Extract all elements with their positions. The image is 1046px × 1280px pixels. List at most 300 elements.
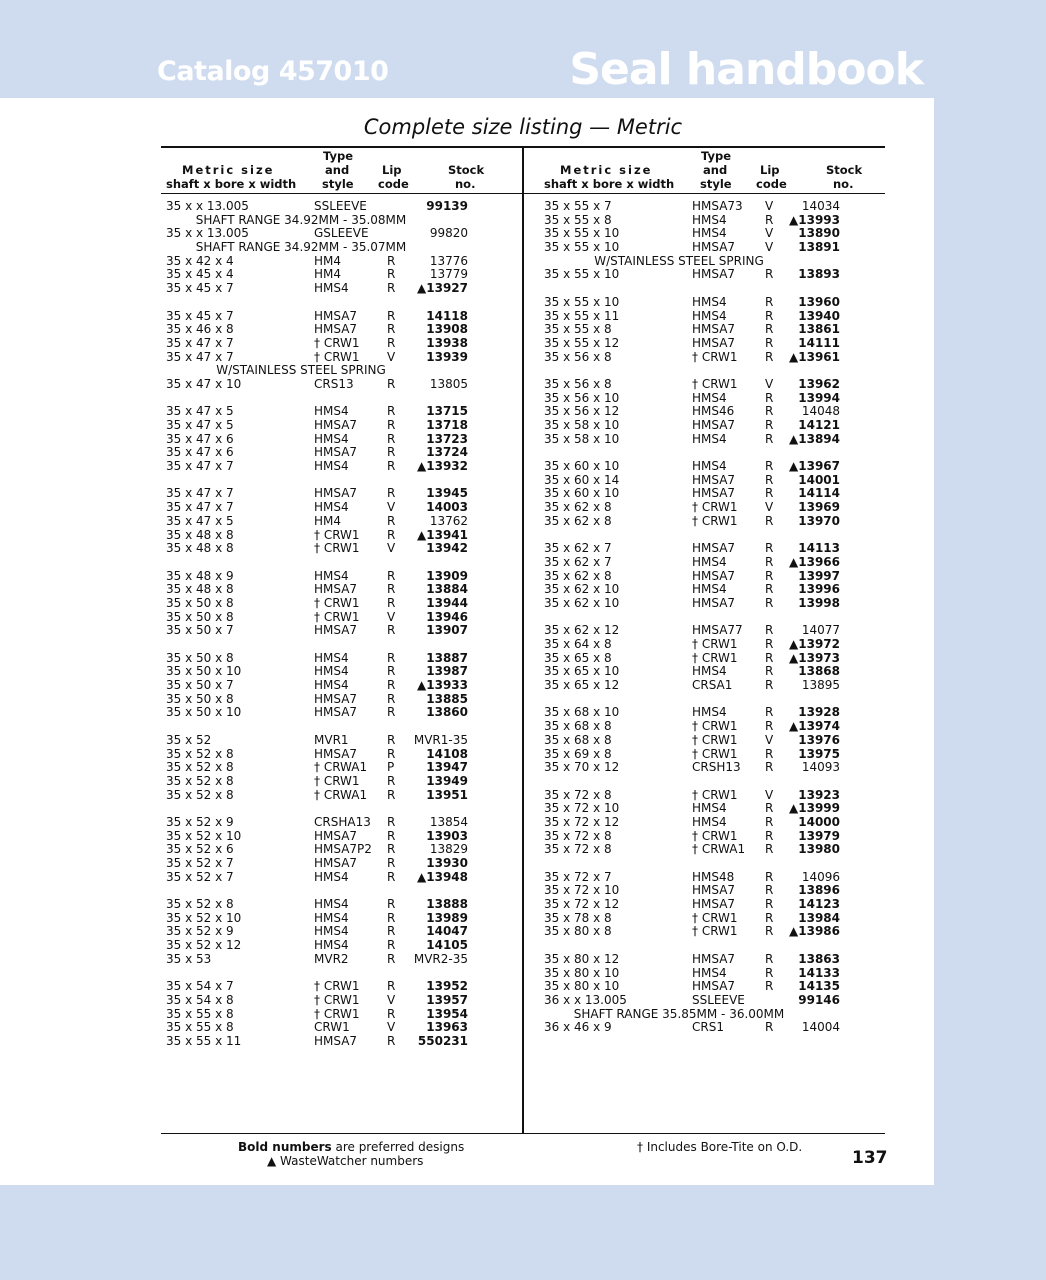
size-cell: 35 x 62 x 12	[544, 623, 620, 638]
stock-cell: 13976	[798, 732, 840, 747]
size-cell: 35 x 72 x 8	[544, 828, 612, 843]
note-text: SHAFT RANGE 35.85MM - 36.00MM	[573, 1006, 785, 1021]
table-row	[166, 939, 516, 953]
lip-cell: R	[765, 828, 774, 843]
table-row	[166, 200, 516, 214]
stock-cell: 13885	[426, 691, 468, 706]
row-spacer	[166, 638, 516, 652]
table-row	[544, 802, 884, 816]
row-spacer	[166, 392, 516, 406]
table-row	[166, 501, 516, 515]
stock-cell: ▲13972	[789, 637, 840, 651]
lip-cell: R	[387, 267, 396, 282]
lip-cell: R	[387, 431, 396, 446]
type-cell: GSLEEVE	[314, 226, 369, 241]
size-cell: 35 x 62 x 7	[544, 554, 612, 569]
stock-cell: ▲13999	[789, 801, 840, 816]
type-cell: HMS48	[692, 869, 735, 884]
type-cell: HMSA7	[692, 335, 736, 350]
size-cell: 35 x 54 x 8	[166, 992, 234, 1007]
type-cell: HMSA7	[314, 746, 358, 761]
type-cell: HMS4	[692, 431, 727, 446]
table-row	[166, 529, 516, 543]
type-cell: HMSA7	[314, 705, 358, 720]
row-spacer	[166, 556, 516, 570]
type-cell: HMS4	[314, 568, 349, 583]
table-row	[544, 884, 884, 898]
stock-header: Stock	[448, 163, 485, 177]
size-cell: 35 x 48 x 9	[166, 568, 234, 583]
stock-cell: 13940	[798, 308, 840, 323]
table-row	[166, 912, 516, 926]
lip-cell: V	[387, 1020, 396, 1035]
table-row	[166, 323, 516, 337]
type-cell: HMSA7	[692, 418, 736, 432]
and-header: and	[325, 163, 350, 177]
table-row	[544, 734, 884, 748]
size-cell: 35 x 45 x 7	[166, 281, 234, 296]
stock-cell: ▲13927	[417, 281, 468, 296]
table-row	[544, 570, 884, 584]
size-cell: 35 x 47 x 5	[166, 418, 234, 432]
size-cell: 35 x 47 x 10	[166, 376, 242, 391]
size-cell: 35 x 55 x 8	[544, 212, 612, 227]
stock-cell: 13970	[798, 513, 840, 528]
stock-cell: ▲13967	[789, 459, 840, 474]
stock-cell: 99820	[429, 226, 468, 241]
lip-cell: R	[387, 732, 396, 747]
type-cell: † CRW1	[692, 787, 738, 802]
table-row	[544, 310, 884, 324]
lip-cell: R	[765, 322, 774, 337]
type-cell: † CRW1	[692, 746, 738, 761]
lip-cell: R	[387, 678, 396, 693]
page-number: 137	[852, 1148, 888, 1168]
stock-cell: 13987	[426, 664, 468, 679]
table-row	[166, 268, 516, 282]
stock-cell: 14047	[426, 924, 468, 939]
size-cell: 35 x 52	[166, 732, 212, 747]
size-cell: 35 x 64 x 8	[544, 637, 612, 651]
lip-cell: R	[765, 965, 774, 980]
stock-cell: 13854	[429, 814, 468, 829]
type-cell: † CRWA1	[314, 760, 368, 775]
stock-cell: 14003	[426, 500, 468, 515]
lip-cell: R	[387, 322, 396, 337]
lip-cell: R	[387, 623, 396, 638]
type-cell: † CRW1	[692, 650, 738, 665]
type-cell: HMS4	[314, 924, 349, 939]
table-row	[166, 310, 516, 324]
lip-cell: R	[765, 582, 774, 597]
stock-cell: 14121	[798, 418, 840, 432]
stock-cell: 14123	[798, 897, 840, 912]
size-cell: 35 x 56 x 12	[544, 404, 620, 419]
type-cell: HMS4	[314, 404, 349, 419]
lip-cell: R	[765, 705, 774, 720]
size-cell: 35 x x 13.005	[166, 226, 249, 241]
size-cell: 35 x 55 x 11	[166, 1033, 242, 1048]
size-cell: 35 x 60 x 14	[544, 472, 620, 487]
lip-cell: R	[387, 253, 396, 268]
row-spacer	[544, 775, 884, 789]
size-cell: 35 x 47 x 5	[166, 513, 234, 528]
lip-cell: R	[387, 568, 396, 583]
type-cell: HM4	[314, 267, 342, 282]
size-cell: 35 x 55 x 10	[544, 226, 620, 241]
size-cell: 36 x x 13.005	[544, 992, 627, 1007]
size-cell: 35 x 62 x 10	[544, 582, 620, 597]
stock-cell: 13938	[426, 335, 468, 350]
type-cell: HMSA7P2	[314, 842, 372, 857]
stock-cell: 13963	[426, 1020, 468, 1035]
type-cell: HMSA7	[692, 322, 736, 337]
lip-cell: V	[387, 541, 396, 556]
type-cell: SSLEEVE	[314, 199, 367, 213]
table-row	[166, 419, 516, 433]
type-cell: HMS4	[314, 897, 349, 912]
type-cell: HMSA7	[314, 418, 358, 432]
type-cell: † CRW1	[692, 910, 738, 925]
type-cell: CRS13	[314, 376, 354, 391]
table-row	[544, 967, 884, 981]
size-cell: 35 x 52 x 10	[166, 828, 242, 843]
table-row	[544, 679, 884, 693]
lip-cell: R	[387, 582, 396, 597]
lip-cell: R	[765, 746, 774, 761]
lip-cell: R	[387, 856, 396, 870]
type-cell: HMSA7	[314, 486, 358, 501]
lip-cell: R	[765, 814, 774, 829]
type-cell: CRS1	[692, 1020, 724, 1035]
size-cell: 35 x 56 x 10	[544, 390, 620, 405]
type-cell: HMS4	[314, 678, 349, 693]
lip-cell: R	[387, 445, 396, 460]
table-row	[166, 378, 516, 392]
stock-cell: ▲13932	[417, 459, 468, 474]
row-spacer	[544, 446, 884, 460]
metric-size-header: Metric size	[560, 163, 653, 177]
table-row	[166, 405, 516, 419]
lip-cell: R	[387, 705, 396, 720]
type-cell: HMS4	[692, 801, 727, 816]
stock-cell: 13994	[798, 390, 840, 405]
size-cell: 35 x 52 x 7	[166, 869, 234, 884]
table-row	[166, 542, 516, 556]
type-cell: HMSA7	[692, 883, 736, 898]
size-cell: 35 x 47 x 7	[166, 349, 234, 364]
type-cell: HMSA7	[314, 322, 358, 337]
type-cell: HMS4	[314, 869, 349, 884]
stock-cell: 13979	[798, 828, 840, 843]
lip-cell: R	[765, 924, 774, 939]
table-row	[544, 392, 884, 406]
stock-cell: 14135	[798, 979, 840, 994]
type-cell: HMSA77	[692, 623, 743, 638]
wastewatcher-note: ▲ WasteWatcher numbers	[267, 1154, 424, 1168]
size-cell: 35 x 50 x 7	[166, 678, 234, 693]
lip-cell: V	[387, 349, 396, 364]
stock-cell: 13952	[426, 979, 468, 994]
lip-cell: R	[387, 869, 396, 884]
table-row	[166, 282, 516, 296]
size-cell: 35 x 72 x 7	[544, 869, 612, 884]
table-row	[544, 706, 884, 720]
stock-header: Stock	[826, 163, 863, 177]
lip-cell: R	[387, 650, 396, 665]
table-row	[166, 255, 516, 269]
size-cell: 35 x 46 x 8	[166, 322, 234, 337]
row-spacer	[166, 720, 516, 734]
stock-cell: 13762	[429, 513, 468, 528]
type-cell: HM4	[314, 253, 342, 268]
size-cell: 35 x 47 x 5	[166, 404, 234, 419]
lip-cell: R	[387, 1006, 396, 1021]
type-cell: † CRW1	[692, 376, 738, 391]
table-row	[544, 200, 884, 214]
type-cell: HMS4	[692, 294, 727, 309]
stock-cell: 14077	[801, 623, 840, 638]
type-cell: † CRW1	[692, 349, 738, 364]
type-cell: HMSA7	[692, 951, 736, 966]
lip-cell: R	[387, 281, 396, 296]
lip-cell: R	[765, 1020, 774, 1035]
row-spacer	[544, 282, 884, 296]
type-cell: CRSH13	[692, 760, 741, 775]
table-row	[544, 816, 884, 830]
stock-cell: 13949	[426, 773, 468, 788]
lip-cell: R	[765, 349, 774, 364]
size-cell: 35 x 55 x 12	[544, 335, 620, 350]
stock-cell: 13989	[426, 910, 468, 925]
metric-size-header: Metric size	[182, 163, 275, 177]
size-cell: 35 x 47 x 7	[166, 500, 234, 515]
note-text: SHAFT RANGE 34.92MM - 35.07MM	[195, 240, 407, 255]
bottom-rule	[161, 1133, 885, 1134]
size-cell: 35 x 52 x 8	[166, 897, 234, 912]
table-row	[166, 1008, 516, 1022]
type-cell: HMS4	[314, 500, 349, 515]
stock-cell: 14133	[798, 965, 840, 980]
type-cell: † CRW1	[314, 773, 360, 788]
lip-cell: P	[387, 760, 395, 775]
size-cell: 35 x 80 x 8	[544, 924, 612, 939]
type-cell: HMS4	[314, 459, 349, 474]
lip-cell: R	[387, 335, 396, 350]
stock-cell: 14108	[426, 746, 468, 761]
size-cell: 35 x 55 x 8	[166, 1006, 234, 1021]
table-row	[166, 433, 516, 447]
style-header: style	[700, 177, 732, 191]
lip-cell: R	[765, 308, 774, 323]
stock-cell: 13895	[801, 678, 840, 693]
lip-cell: R	[387, 773, 396, 788]
size-cell: 35 x 56 x 8	[544, 376, 612, 391]
stock-cell: ▲13894	[789, 431, 840, 446]
table-row	[544, 720, 884, 734]
range-note	[166, 214, 516, 228]
size-cell: 35 x 72 x 12	[544, 814, 620, 829]
and-header: and	[703, 163, 728, 177]
size-cell: 35 x 62 x 8	[544, 500, 612, 515]
size-cell: 35 x 65 x 10	[544, 664, 620, 679]
boretite-note: † Includes Bore-Tite on O.D.	[637, 1140, 803, 1154]
type-cell: † CRW1	[314, 527, 360, 542]
row-spacer	[166, 474, 516, 488]
stock-cell: 13923	[798, 787, 840, 802]
type-cell: HMS4	[314, 281, 349, 296]
stock-cell: 14004	[801, 1020, 840, 1035]
table-row	[166, 652, 516, 666]
table-row	[166, 446, 516, 460]
type-cell: † CRW1	[314, 595, 360, 610]
table-row	[166, 570, 516, 584]
size-cell: 35 x 48 x 8	[166, 527, 234, 542]
type-cell: CRW1	[314, 1020, 350, 1035]
size-cell: 35 x 58 x 10	[544, 418, 620, 432]
size-cell: 35 x 65 x 12	[544, 678, 620, 693]
size-cell: 35 x 62 x 10	[544, 595, 620, 610]
size-cell: 35 x 68 x 8	[544, 719, 612, 734]
stock-cell: 14105	[426, 938, 468, 953]
type-cell: HMS4	[692, 212, 727, 227]
table-row	[166, 611, 516, 625]
stock-cell: 13887	[426, 650, 468, 665]
table-row	[166, 994, 516, 1008]
lip-cell: R	[765, 267, 774, 282]
type-cell: † CRWA1	[314, 787, 368, 802]
stock-cell: 13996	[798, 582, 840, 597]
size-cell: 35 x 80 x 10	[544, 965, 620, 980]
lip-cell: R	[765, 472, 774, 487]
stock-cell: ▲13948	[417, 869, 468, 884]
type-cell: HMS4	[314, 431, 349, 446]
lip-cell: R	[765, 459, 774, 474]
stock-cell: 13945	[426, 486, 468, 501]
size-cell: 35 x 52 x 12	[166, 938, 242, 953]
lip-cell: R	[765, 897, 774, 912]
type-cell: HMS4	[692, 554, 727, 569]
stock-cell: 13928	[798, 705, 840, 720]
lip-cell: V	[765, 732, 774, 747]
lip-cell: R	[765, 404, 774, 419]
table-row	[166, 1021, 516, 1035]
lip-cell: R	[387, 951, 396, 966]
type-cell: † CRW1	[314, 335, 360, 350]
size-cell: 35 x 50 x 8	[166, 595, 234, 610]
stock-cell: ▲13961	[789, 349, 840, 364]
stock-cell: 14096	[801, 869, 840, 884]
type-cell: † CRW1	[314, 541, 360, 556]
type-cell: HMS4	[692, 390, 727, 405]
size-cell: 35 x 52 x 6	[166, 842, 234, 857]
stock-cell: 13954	[426, 1006, 468, 1021]
size-cell: 35 x 50 x 8	[166, 609, 234, 624]
type-cell: † CRW1	[692, 732, 738, 747]
type-cell: † CRW1	[314, 979, 360, 994]
size-cell: 35 x 52 x 7	[166, 856, 234, 870]
lip-cell: R	[387, 814, 396, 829]
lip-cell: R	[765, 842, 774, 857]
table-row	[166, 679, 516, 693]
table-row	[166, 597, 516, 611]
size-cell: 35 x 53	[166, 951, 212, 966]
stock-cell: 13951	[426, 787, 468, 802]
lip-cell: R	[387, 924, 396, 939]
table-row	[544, 583, 884, 597]
lip-cell: R	[387, 910, 396, 925]
table-row	[544, 925, 884, 939]
lip-cell: R	[387, 897, 396, 912]
right-column-header	[542, 149, 882, 193]
stock-cell: ▲13973	[789, 650, 840, 665]
size-cell: 35 x 68 x 8	[544, 732, 612, 747]
type-cell: † CRW1	[314, 609, 360, 624]
table-row	[544, 433, 884, 447]
lip-cell: R	[765, 418, 774, 432]
stock-cell: 13960	[798, 294, 840, 309]
stock-cell: 13962	[798, 376, 840, 391]
type-cell: HM4	[314, 513, 342, 528]
size-cell: 35 x 48 x 8	[166, 582, 234, 597]
type-cell: HMSA7	[314, 1033, 358, 1048]
type-cell: HMS46	[692, 404, 735, 419]
size-subheader: shaft x bore x width	[544, 177, 675, 191]
size-cell: 35 x 58 x 10	[544, 431, 620, 446]
table-row	[544, 542, 884, 556]
table-row	[166, 953, 516, 967]
range-note	[544, 1008, 884, 1022]
type-cell: HMS4	[692, 705, 727, 720]
table-row	[166, 1035, 516, 1049]
stock-cell: 550231	[417, 1033, 468, 1048]
table-row	[544, 487, 884, 501]
type-cell: HMS4	[692, 965, 727, 980]
size-cell: 35 x 47 x 7	[166, 335, 234, 350]
table-row	[544, 638, 884, 652]
type-cell: HMS4	[314, 910, 349, 925]
table-row	[166, 706, 516, 720]
table-row	[166, 665, 516, 679]
table-row	[166, 925, 516, 939]
lip-cell: R	[765, 294, 774, 309]
stock-cell: ▲13966	[789, 554, 840, 569]
size-cell: 35 x 45 x 4	[166, 267, 234, 282]
lip-cell: R	[765, 650, 774, 665]
type-cell: † CRWA1	[692, 842, 746, 857]
size-cell: 35 x 80 x 12	[544, 951, 620, 966]
table-row	[544, 871, 884, 885]
stock-cell: 14034	[801, 199, 840, 213]
row-spacer	[166, 296, 516, 310]
row-spacer	[544, 939, 884, 953]
size-cell: 35 x 60 x 10	[544, 486, 620, 501]
table-row	[544, 405, 884, 419]
table-row	[166, 898, 516, 912]
stock-cell: 13893	[798, 267, 840, 282]
size-cell: 35 x 56 x 8	[544, 349, 612, 364]
size-cell: 35 x 69 x 8	[544, 746, 612, 761]
type-cell: HMSA7	[692, 267, 736, 282]
stock-cell: 13947	[426, 760, 468, 775]
table-row	[166, 693, 516, 707]
size-cell: 36 x 46 x 9	[544, 1020, 612, 1035]
stock-cell: 13907	[426, 623, 468, 638]
size-cell: 35 x 72 x 10	[544, 883, 620, 898]
type-cell: † CRW1	[314, 992, 360, 1007]
table-row	[544, 378, 884, 392]
row-spacer	[166, 802, 516, 816]
